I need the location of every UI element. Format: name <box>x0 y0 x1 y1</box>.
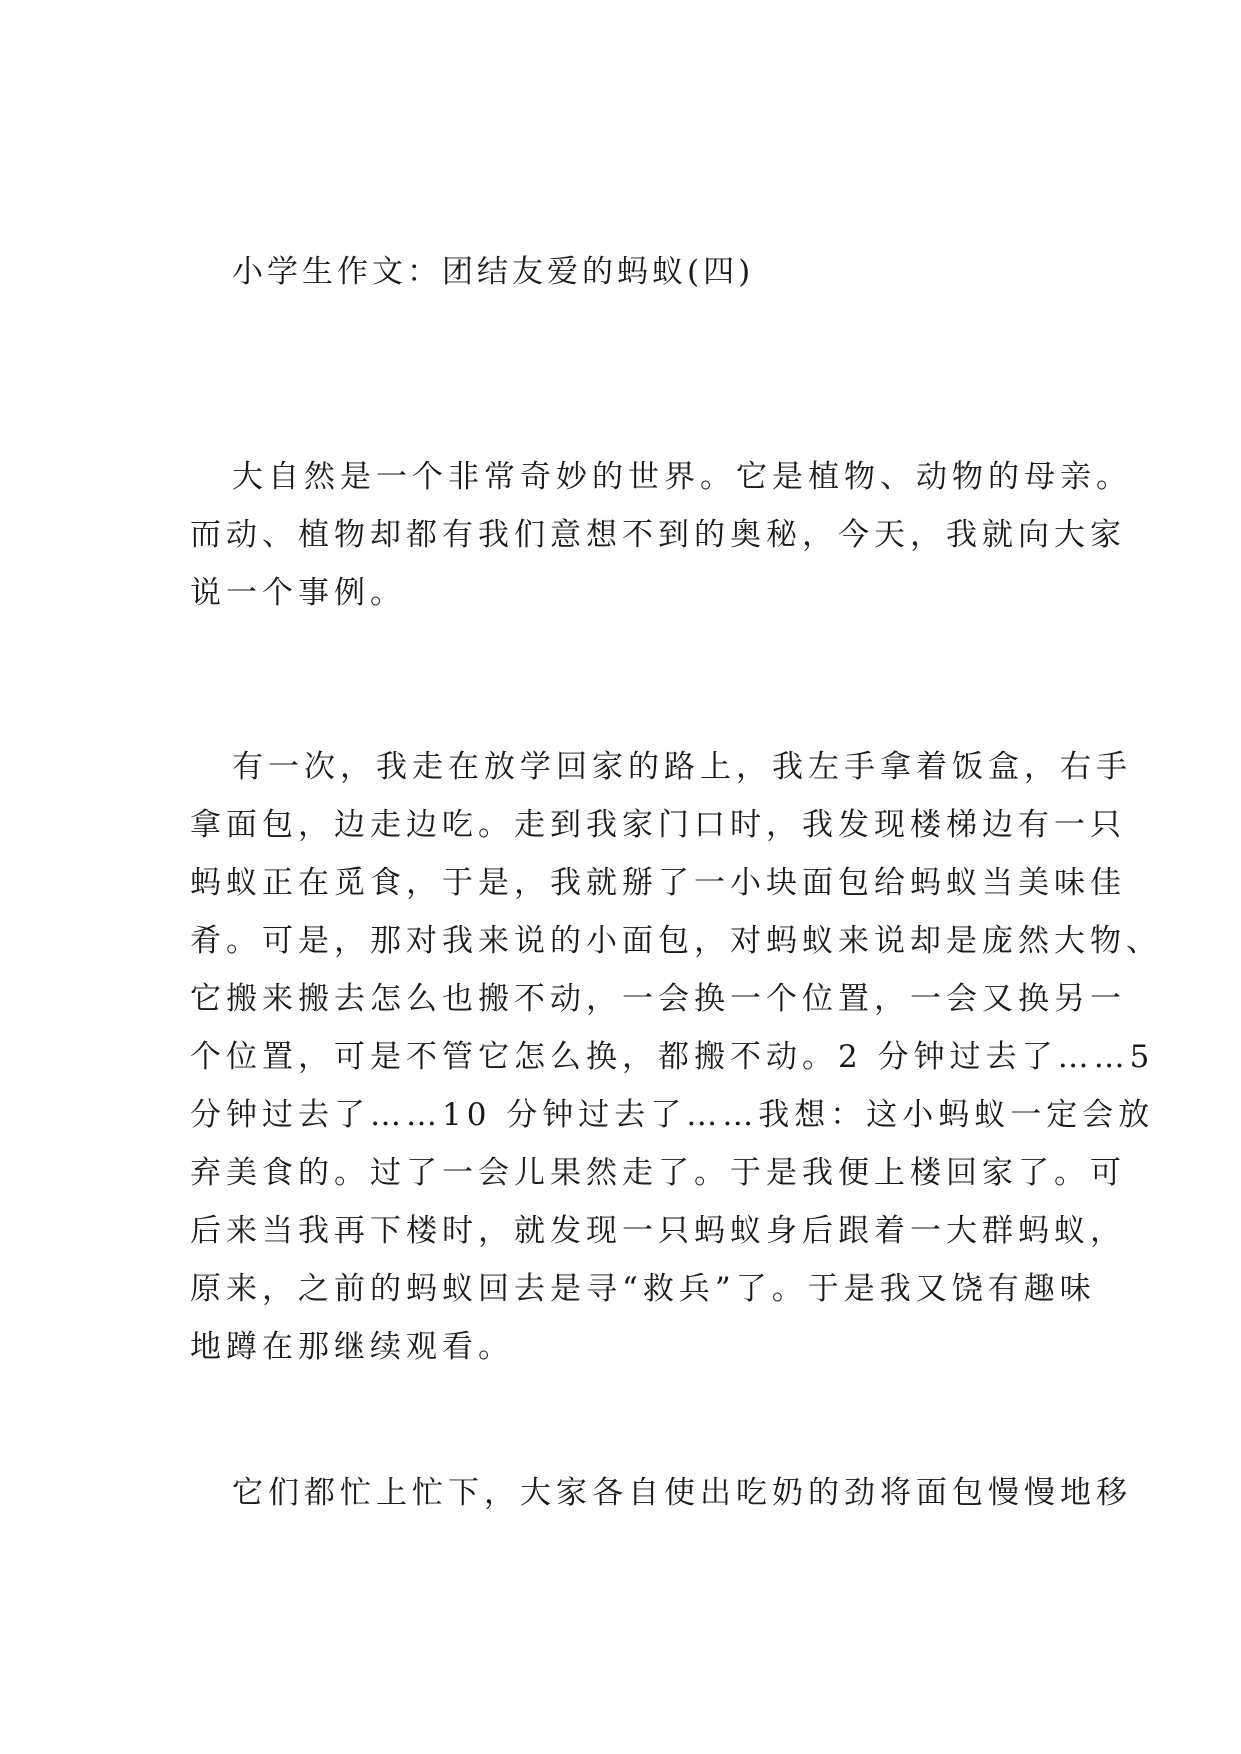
paragraph-line: 它搬来搬去怎么也搬不动，一会换一个位置，一会又换另一 <box>190 981 1126 1017</box>
paragraph-2 <box>190 738 1162 1376</box>
paragraph-line: 原来，之前的蚂蚁回去是寻“救兵”了。于是我又饶有趣味 <box>190 1271 1096 1307</box>
paragraph-3 <box>190 1464 1132 1522</box>
paragraph-line: 大自然是一个非常奇妙的世界。它是植物、动物的母亲。 <box>232 459 1132 495</box>
paragraph-1 <box>190 448 1132 622</box>
paragraph-line: 后来当我再下楼时，就发现一只蚂蚁身后跟着一大群蚂蚁， <box>190 1213 1126 1249</box>
paragraph-line: 弃美食的。过了一会儿果然走了。于是我便上楼回家了。可 <box>190 1155 1126 1191</box>
essay-title: 小学生作文：团结友爱的蚂蚁(四) <box>232 254 755 290</box>
paragraph-line: 而动、植物却都有我们意想不到的奥秘，今天，我就向大家 <box>190 517 1126 553</box>
paragraph-line: 有一次，我走在放学回家的路上，我左手拿着饭盒，右手 <box>232 749 1132 785</box>
paragraph-line: 蚂蚁正在觅食，于是，我就掰了一小块面包给蚂蚁当美味佳 <box>190 865 1126 901</box>
paragraph-line: 个位置，可是不管它怎么换，都搬不动。2 分钟过去了……5 <box>190 1039 1155 1075</box>
paragraph-line: 拿面包，边走边吃。走到我家门口时，我发现楼梯边有一只 <box>190 807 1126 843</box>
paragraph-line: 说一个事例。 <box>190 575 406 611</box>
paragraph-line: 分钟过去了……10 分钟过去了……我想：这小蚂蚁一定会放 <box>190 1097 1155 1133</box>
paragraph-line: 地蹲在那继续观看。 <box>190 1329 514 1365</box>
paragraph-line: 它们都忙上忙下，大家各自使出吃奶的劲将面包慢慢地移 <box>232 1475 1132 1511</box>
paragraph-line: 肴。可是，那对我来说的小面包，对蚂蚁来说却是庞然大物、 <box>190 923 1162 959</box>
